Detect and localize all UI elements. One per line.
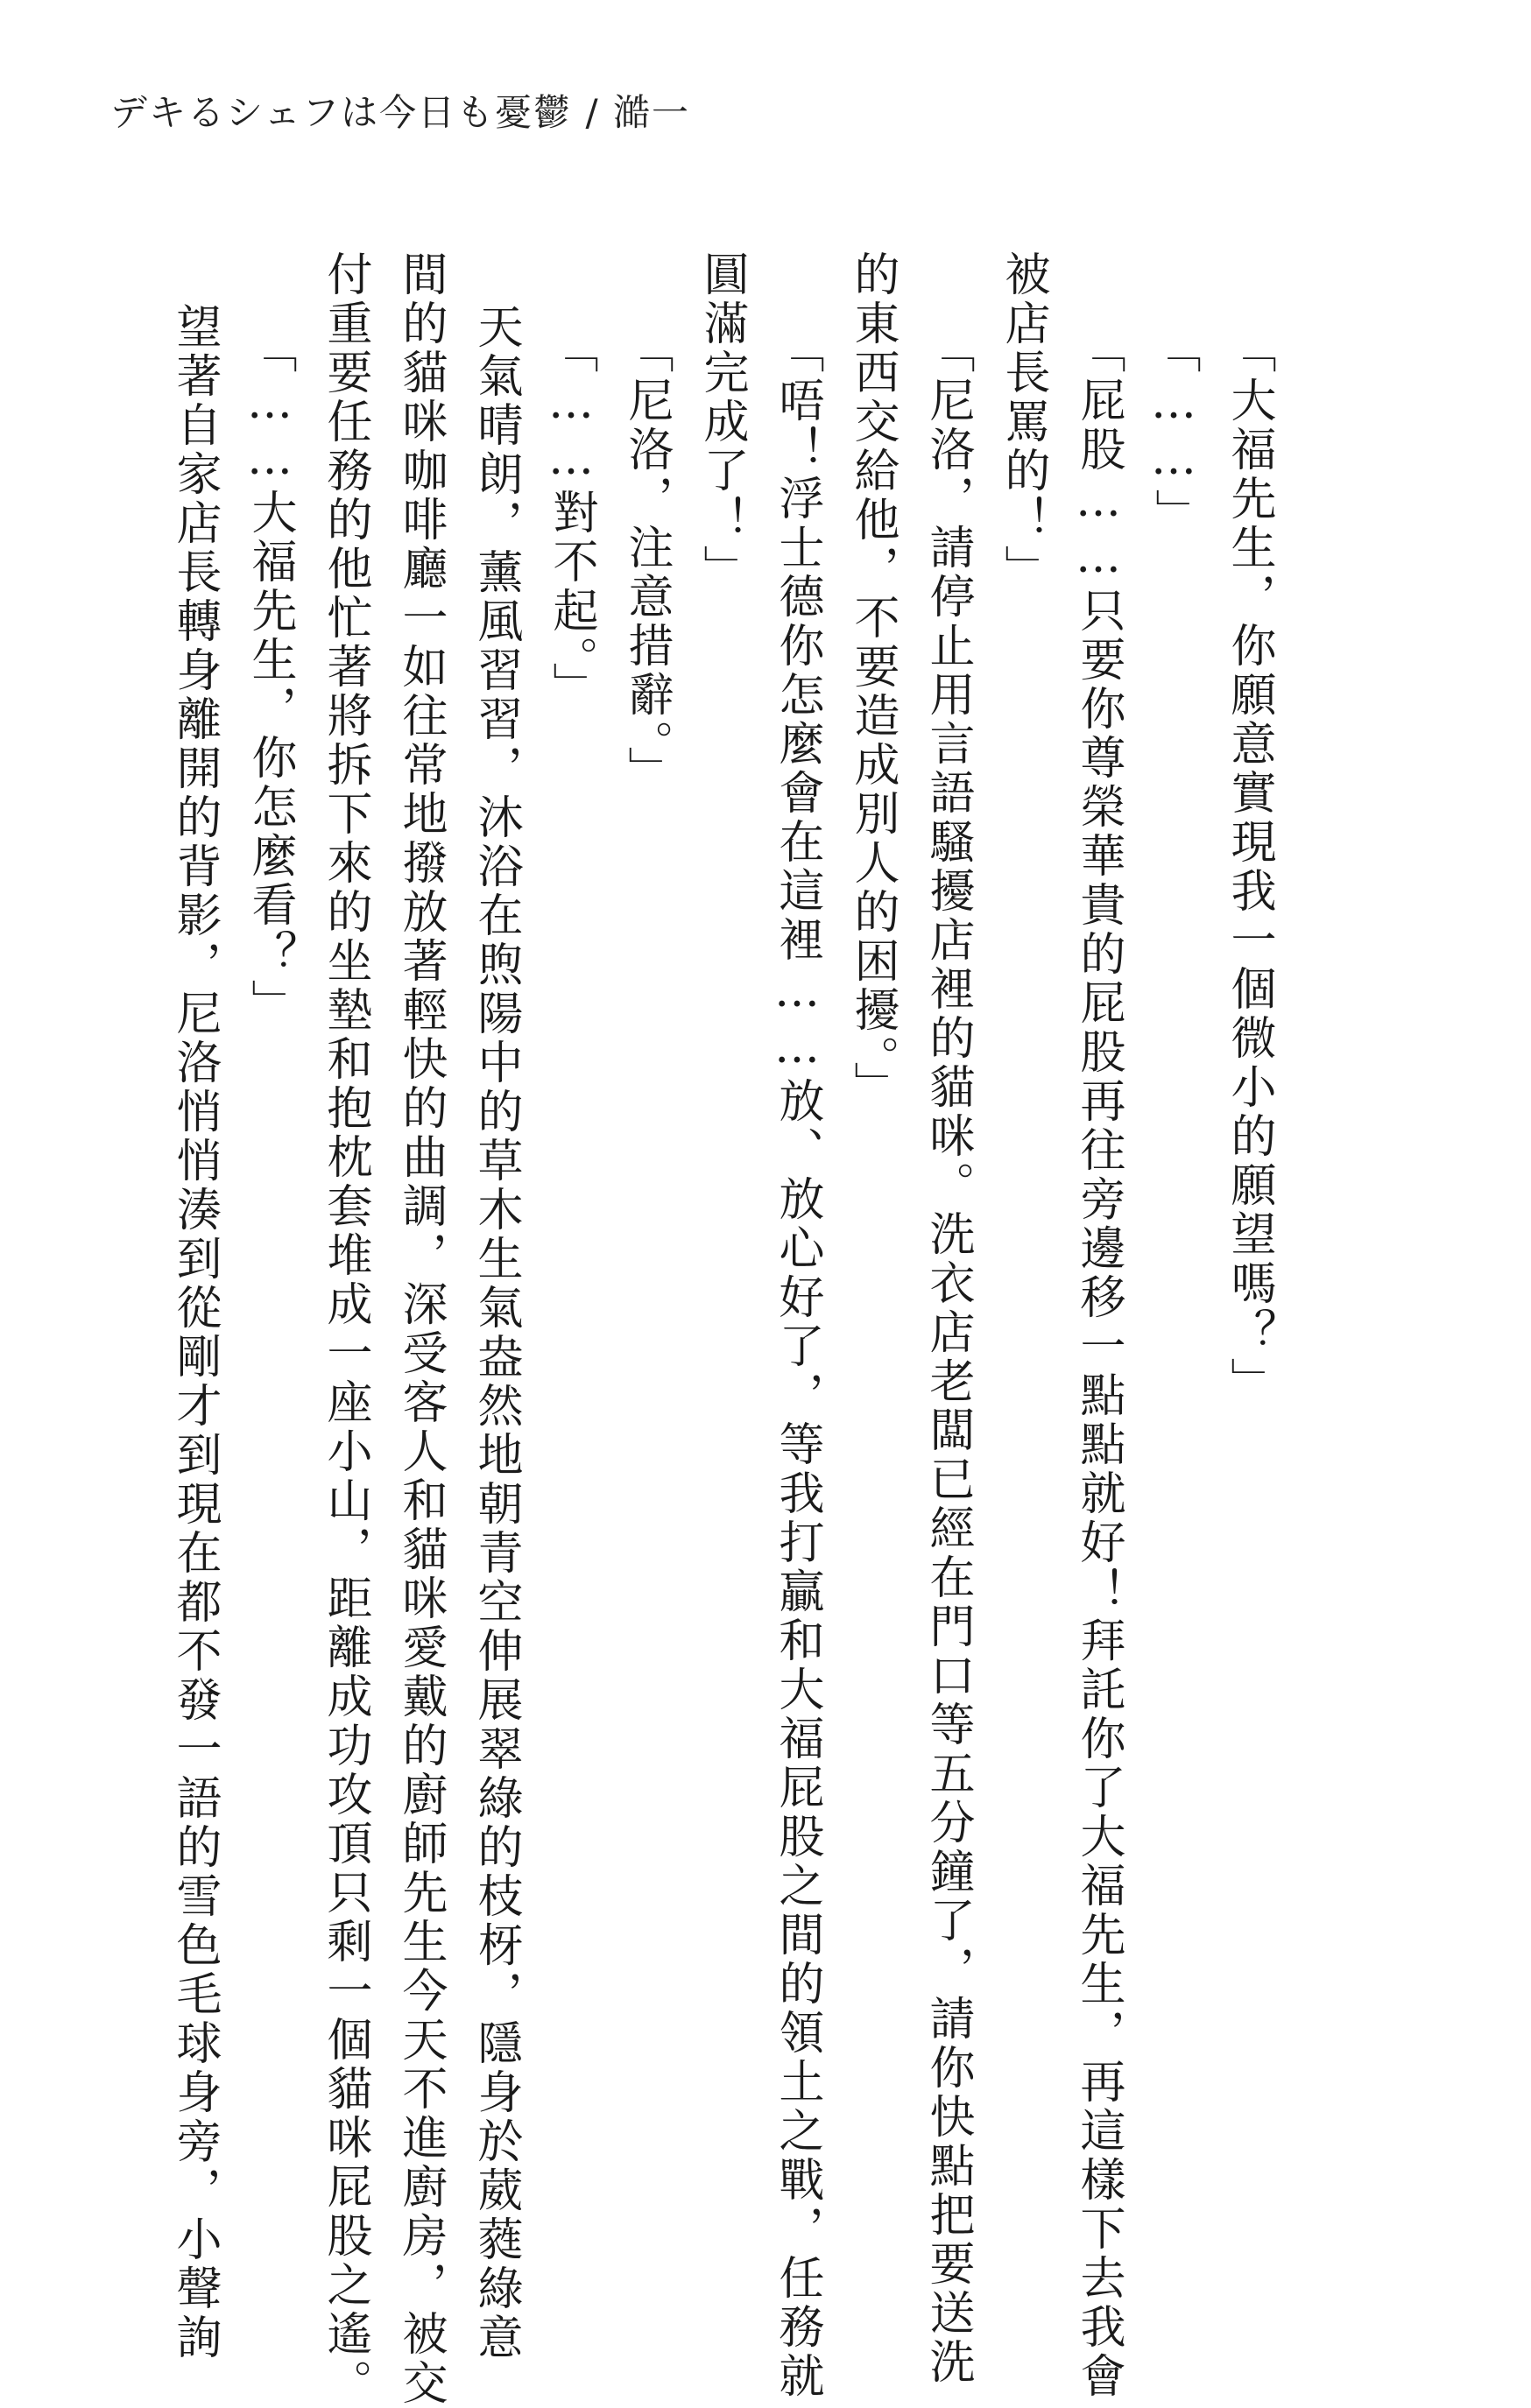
text-column-5: 「尼洛，請停止用言語騷擾店裡的貓咪。洗衣店老闆已經在門口等五分鐘了，請你快點把要送洗 xyxy=(921,327,974,2387)
text-column-13: 付重要任務的他忙著將拆下來的坐墊和抱枕套堆成一座小山，距離成功攻頂只剩一個貓咪屁股之遙。 xyxy=(319,250,371,2408)
text-column-15: 望著自家店長轉身離開的背影，尼洛悄悄湊到從剛才到現在都不發一語的雪色毛球身旁，小聲詢 xyxy=(168,303,221,2362)
text-column-7: 「唔！浮士德你怎麼會在這裡……放、放心好了，等我打贏和大福屁股之間的領土之戰，任務就 xyxy=(771,327,823,2401)
text-column-14: 「……大福先生，你怎麼看？」 xyxy=(243,327,296,1028)
text-column-10: 「……對不起。」 xyxy=(545,327,597,711)
text-column-3: 「屁股……只要你尊榮華貴的屁股再往旁邊移一點點就好！拜託你了大福先生，再這樣下去我會 xyxy=(1072,327,1125,2401)
text-column-11: 天氣晴朗，薰風習習，沐浴在煦陽中的草木生氣盎然地朝青空伸展翠綠的枝枒，隱身於葳蕤綠意 xyxy=(469,303,522,2362)
text-column-9: 「尼洛，注意措辭。」 xyxy=(620,327,673,795)
text-column-8: 圓滿完成了！」 xyxy=(695,250,748,594)
text-column-1: 「大福先生，你願意實現我一個微小的願望嗎？」 xyxy=(1223,327,1275,1406)
text-column-6: 的東西交給他，不要造成別人的困擾。」 xyxy=(846,250,899,1110)
text-column-2: 「……」 xyxy=(1147,327,1200,538)
header-title: デキるシェフは今日も憂鬱 / 澔一 xyxy=(110,91,691,134)
text-column-4: 被店長罵的！」 xyxy=(997,250,1049,594)
text-column-12: 間的貓咪咖啡廳一如往常地撥放著輕快的曲調，深受客人和貓咪愛戴的廚師先生今天不進廚房，被交 xyxy=(394,250,447,2408)
